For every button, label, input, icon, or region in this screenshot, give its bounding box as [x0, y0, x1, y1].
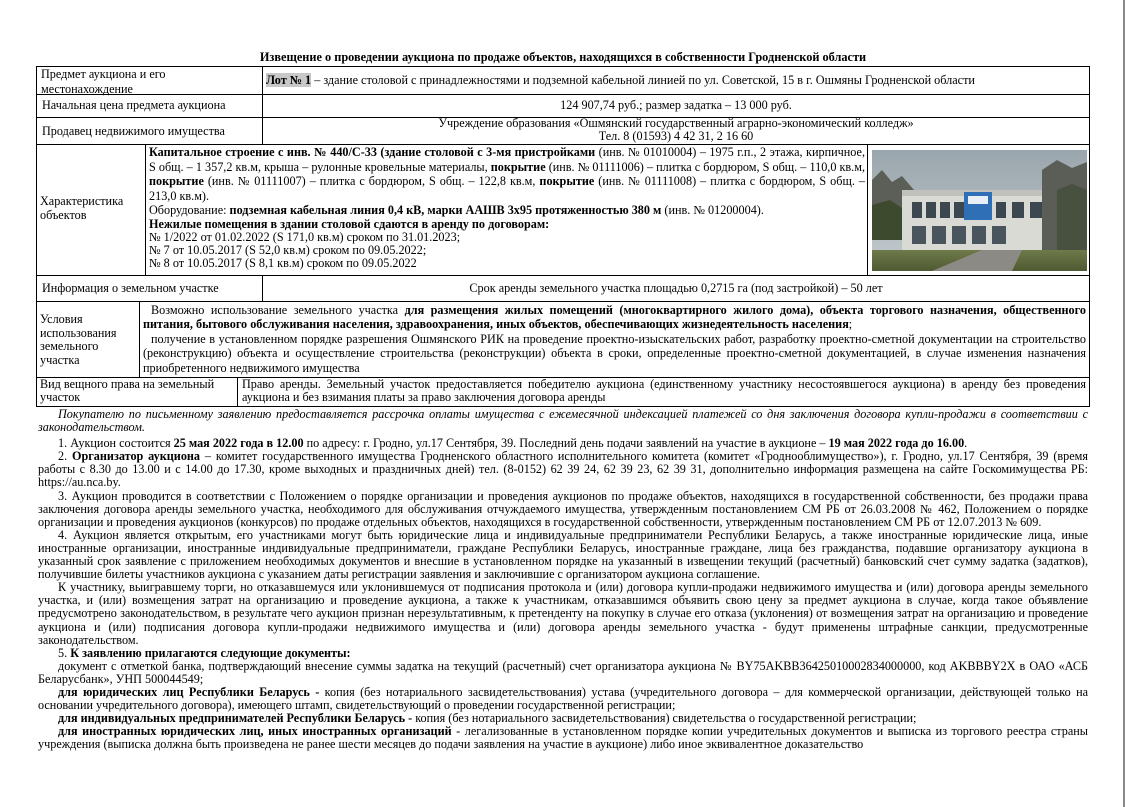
seller-phone: Тел. 8 (01593) 4 42 31, 2 16 60 [598, 129, 754, 144]
conditions-permit: получение в установленном порядке разрешения Ошмянского РИК на проведение проектно-изыскательских работ, разработку проектно-сметной документации на строительство (реконструкцию) объекта и осуществление строительства (реконструкции) объекта в сроки, определенные проектно-сметной документацией, в случае изменения назначения приобретенного недвижимого имущества [143, 331, 1086, 375]
rent-contract: № 7 от 10.05.2017 (S 52,0 кв.м) сроком по 09.05.2022; [149, 242, 427, 257]
paragraph-5-item-4: для иностранных юридических лиц, иных иностранных организаций - легализованные в установленном порядке копии учредительных документов и выписка из торгового реестра страны учреждения (выписка должна быть произведена не ранее шести месяцев до подачи заявления на участие в аукционе) либо иное эквивалентное доказательство [38, 724, 1088, 752]
paragraph-3: 3. Аукцион проводится в соответствии с Положением о порядке организации и проведения аукционов по продаже объектов, находящихся в государственной собственности, без продажи права заключения договора аренды земельного участка, необходимого для обслуживания отчуждаемого имущества, утвержденным постановлением СМ РБ от 26.03.2008 № 462, Положением о порядке организации и проведения аукционов (конкурсов) по продаже отдельных объектов, находящихся в государственной собственности, утвержденным постановлением СМ РБ от 12.07.2013 № 609. [38, 488, 1088, 529]
equipment-line: Оборудование: подземная кабельная линия 0,4 кВ, марки ААШВ 3х95 протяженностью 380 м (инв. № 01200004). [149, 203, 764, 218]
rent-contract: № 1/2022 от 01.02.2022 (S 171,0 кв.м) сроком по 31.01.2023; [149, 229, 461, 244]
price-label: Начальная цена предмета аукциона [42, 98, 226, 112]
paragraph-5-item-2: для юридических лиц Республики Беларусь - копия (без нотариального засвидетельствования) устава (учредительного договора – для коммерческой организации, действующей только на основании учредительного договора), имеющего штамп, свидетельствующий о проведении государственной регистрации; [38, 684, 1088, 713]
rent-heading: Нежилые помещения в здании столовой сдаются в аренду по договорам: [149, 216, 550, 231]
land-value: Срок аренды земельного участка площадью 0,2715 га (под застройкой) – 50 лет [469, 281, 883, 295]
paragraph-1: 1. Аукцион состоится 25 мая 2022 года в 12.00 по адресу: г. Гродно, ул.17 Сентября, 39. Последний день подачи заявлений на участие в аукционе – 19 мая 2022 года до 16.00. [58, 436, 968, 451]
conditions-purpose: Возможно использование земельного участка для размещения жилых помещений (многоквартирного жилого дома), объекта торгового назначения, общественного питания, бытового обслуживания населения, здравоохранения, иных объектов, обеспечивающих жизнедеятельность населения; [143, 303, 1086, 332]
objects-description [149, 145, 865, 270]
objects-label: Характеристика объектов [40, 195, 124, 222]
paragraph-5-item-1: документ с отметкой банка, подтверждающий внесение суммы задатка на текущий (расчетный) счет организатора аукциона № BY75AKBB36425010002834000000, код AKBBBY2X в ОАО «АСБ Беларусбанк», УНП 500044549; [38, 658, 1088, 686]
rent-contract: № 8 от 10.05.2017 (S 8,1 кв.м) сроком по 09.05.2022 [149, 255, 417, 270]
lot-number: Лот № 1 [266, 73, 312, 87]
subject-label: Предмет аукциона и его местонахождение [41, 67, 166, 96]
conditions-value [143, 303, 1086, 375]
seller-label: Продавец недвижимого имущества [42, 124, 225, 138]
notice-body [38, 408, 1088, 751]
building-photo [872, 150, 1087, 271]
lot-description: Лот № 1 – здание столовой с принадлежностями и подземной кабельной линией по ул. Советской, 15 в г. Ошмяны Гродненской области [266, 73, 975, 87]
right-value: Право аренды. Земельный участок предоставляется победителю аукциона (единственному участнику несостоявшегося аукциона) в аренду без проведения аукциона и без взимания платы за право заключения договора аренды [242, 378, 1086, 404]
paragraph-4: 4. Аукцион является открытым, его участниками могут быть юридические лица и индивидуальные предприниматели Республики Беларусь, а также иностранные юридические лица, иные иностранные организации, иностранные индивидуальные предприниматели, граждане Республики Беларусь, иностранные граждане, лица без гражданства, подавшие организатору аукциона в указанный срок заявление с приложением необходимых документов и внесшие в установленном порядке на указанный в извещении текущий (расчетный) банковский счет сумму задатка (задатков), получившие билеты участников аукциона с указанием даты регистрации заявления и заключившие с организатором аукциона соглашение. [38, 527, 1088, 582]
land-label: Информация о земельном участке [42, 281, 219, 295]
conditions-label: Условия использования земельного участка [40, 313, 117, 367]
paragraph-4b: К участнику, выигравшему торги, но отказавшемуся или уклонившемуся от подписания протокола и (или) договора купли-продажи недвижимого имущества и (или) договора аренды земельного участка, и (или) возмещения затрат на организацию и проведение аукциона, а также к участникам, отказавшимся объявить свою цену за предмет аукциона в случае, когда такое объявление предусмотрено законодательством, в результате чего аукцион признан нерезультативным, к претенденту на покупку в случае его отказа (уклонения) от возмещения затрат на организацию и проведение аукциона и (или) подписания договора купли-продажи недвижимого имущества и (или) договора аренды земельного участка - будут применены штрафные санкции, предусмотренные законодательством. [38, 580, 1088, 647]
seller-value [266, 117, 1086, 143]
right-label: Вид вещного права на земельный участок [40, 378, 215, 404]
seller-name: Учреждение образования «Ошмянский государственный аграрно-экономический колледж» [438, 117, 914, 130]
page-title: Извещение о проведении аукциона по продаже объектов, находящихся в собственности Гродненской области [259, 50, 867, 64]
building-description: Капитальное строение с инв. № 440/С-33 (здание столовой с 3-мя пристройками (инв. № 01010004) – 1975 г.п., 2 этажа, кирпичное, S общ. – 1 357,2 кв.м, крыша – рулонные кровельные материалы, покрытие (инв. № 01111006) – плитка с бордюром, S общ. – 110,0 кв.м, покрытие (инв. № 01111007) – плитка с бордюром, S общ. – 122,8 кв.м, покрытие (инв. № 01111008) – плитка с бордюром, S общ. – 213,0 кв.м). [149, 145, 865, 203]
price-value: 124 907,74 руб.; размер задатка – 13 000 руб. [560, 98, 792, 112]
paragraph-2: 2. Организатор аукциона – комитет государственного имущества Гродненского областного исполнительного комитета (комитет «Гроднооблимущество»), г. Гродно, ул.17 Сентября, 39 (время работы с 8.30 до 13.00 и с 14.00 до 17.30, кроме выходных и праздничных дней) тел. (8-0152) 62 39 24, 62 39 23, 62 39 31, дополнительно информация размещена на сайте Госкомимущества РБ: https://au.nca.by. [38, 449, 1088, 490]
installment-note: Покупателю по письменному заявлению предоставляется рассрочка оплаты имущества с ежемесячной индексацией платежей со дня заключения договора купли-продажи в соответствии с законодательством. [38, 407, 1088, 435]
paragraph-5: 5. К заявлению прилагаются следующие документы: [58, 645, 351, 660]
paragraph-5-item-3: для индивидуальных предпринимателей Республики Беларусь - копия (без нотариального засвидетельствования) свидетельства о государственной регистрации; [58, 711, 917, 726]
